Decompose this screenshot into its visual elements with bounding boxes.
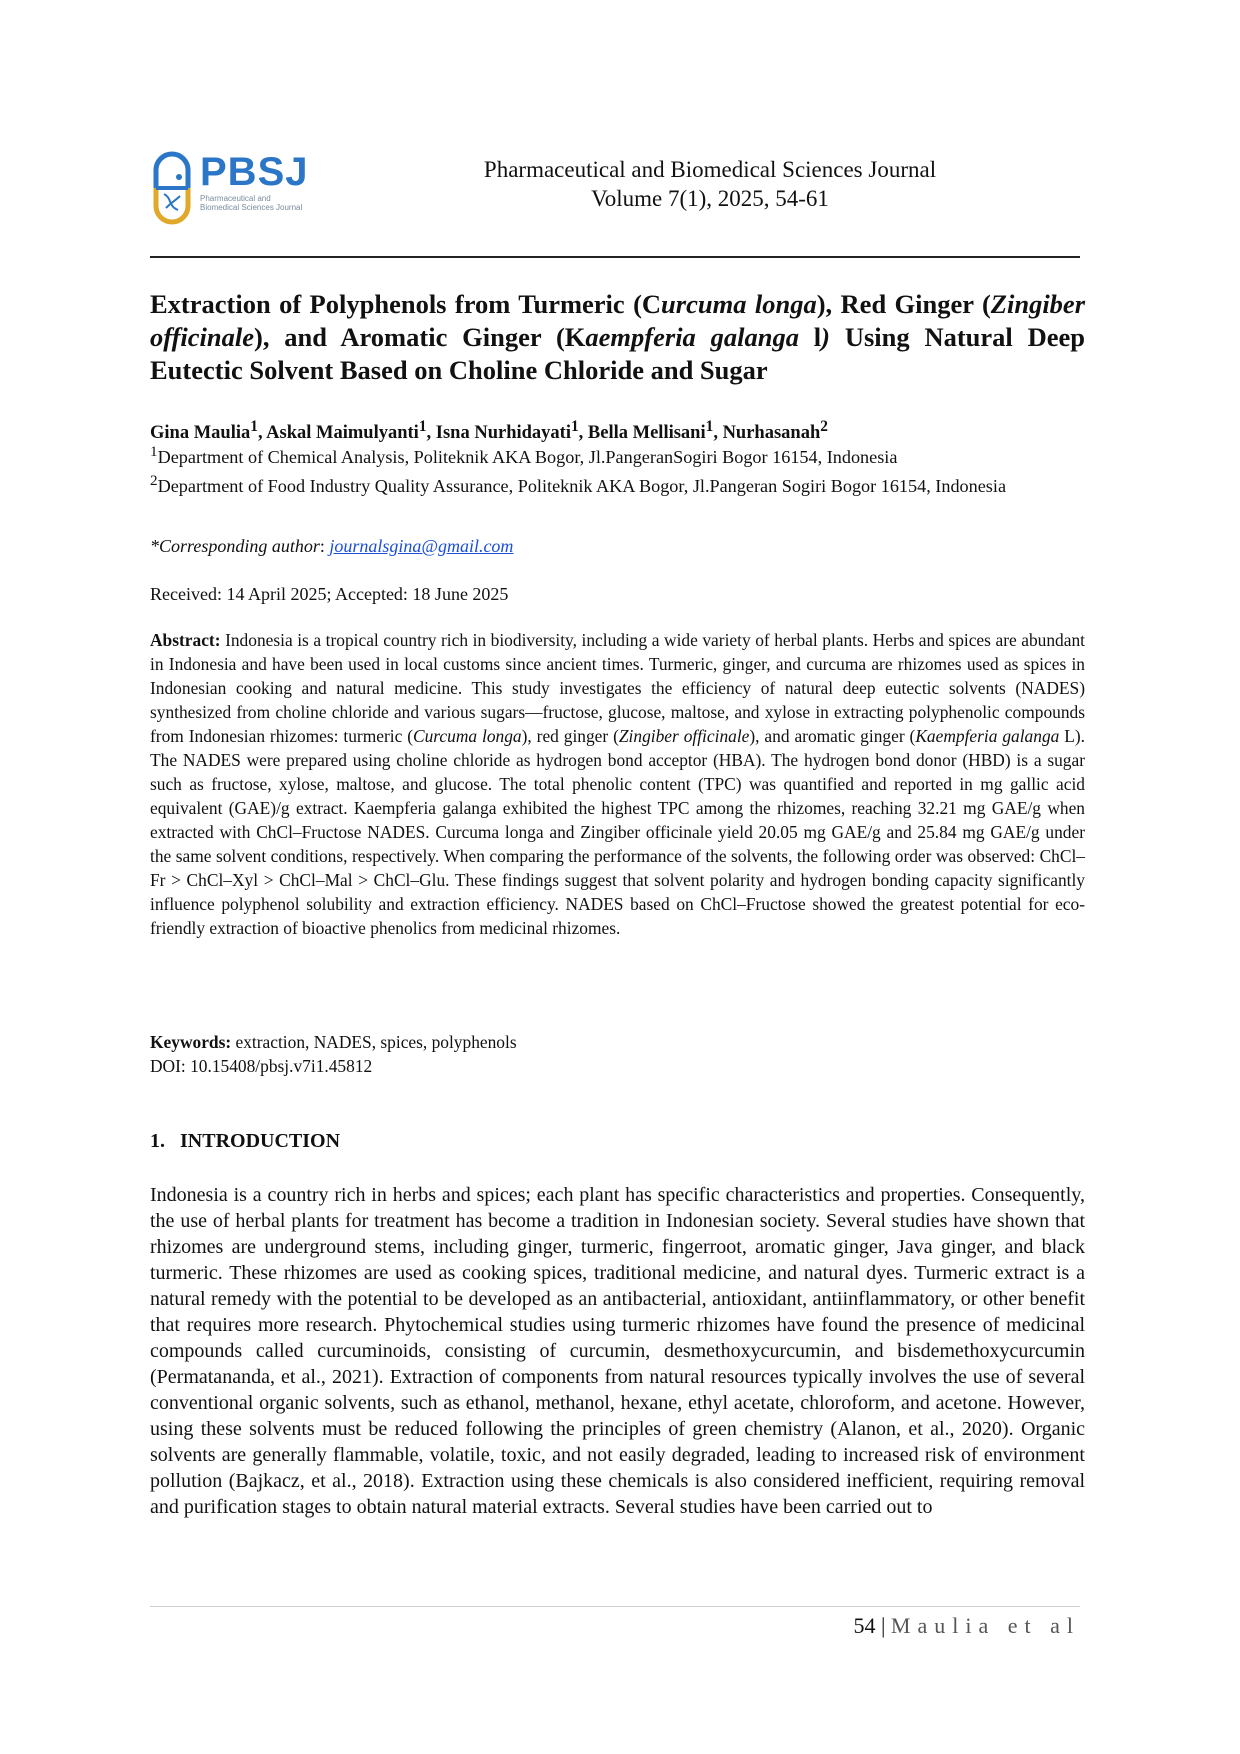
abstract-text: L). The NADES were prepared using choline chloride as hydrogen bond acceptor (HBA). The hydrogen bond donor (HBD) is a sugar such as fructose, xylose, maltose, and glucose. The total phenolic content (TPC) was quantified and reported in mg gallic acid equivalent (GAE)/g extract. Kaempferia galanga exhibited the highest TPC among the rhizomes, reaching 32.21 mg GAE/g when extracted with ChCl–Fructose NADES. Curcuma longa and Zingiber officinale yield 20.05 mg GAE/g and 25.84 mg GAE/g under the same solvent conditions, respectively. When comparing the performance of the solvents, the following order was observed: ChCl–Fr > ChCl–Xyl > ChCl–Mal > ChCl–Glu. These findings suggest that solvent polarity and hydrogen bonding capacity significantly influence polyphenol solubility and extraction efficiency. NADES based on ChCl–Fructose showed the greatest potential for eco-friendly extraction of bioactive phenolics from medicinal rhizomes. [150,726,1086,938]
article-title [150,288,1085,387]
capsule-logo-icon [150,150,194,226]
doi: DOI: 10.15408/pbsj.v7i1.45812 [150,1056,373,1076]
affiliation-marker: 1 [570,418,579,435]
keywords-label: Keywords: [150,1032,232,1052]
affiliation-marker: 1 [150,443,158,460]
affiliation-marker: 2 [820,418,828,435]
abstract-text: Indonesia is a tropical country rich in biodiversity, including a wide variety of herbal plants. Herbs and spices are abundant in Indonesia and have been used in local customs since ancient times. Turmeric, ginger, and curcuma are rhizomes used as spices in Indonesian cooking and natural medicine. This study investigates the efficiency of natural deep eutectic solvents (NADES) synthesized from choline chloride and various sugars—fructose, glucose, maltose, and xylose in extracting polyphenolic compounds from Indonesian rhizomes: turmeric ( [150,630,1085,746]
journal-volume: Volume 7(1), 2025, 54-61 [591,186,829,211]
abstract-text: ), red ginger ( [521,726,619,746]
corresponding-author [150,534,1085,558]
footer-separator: | [875,1613,891,1638]
author-name: , Nurhasanah [713,423,821,444]
journal-header [380,155,1040,213]
keywords-text: extraction, NADES, spices, polyphenols [231,1032,517,1052]
introduction-paragraph: Indonesia is a country rich in herbs and spices; each plant has specific characteristics and properties. Consequently, the use of herbal plants for treatment has become a tradition in Indonesian society. Several studies have shown that rhizomes are underground stems, including ginger, turmeric, fingerroot, aromatic ginger, Java ginger, and black turmeric. These rhizomes are used as cooking spices, traditional medicine, and natural dyes. Turmeric extract is a natural remedy with the potential to be developed as an antibacterial, antioxidant, antiinflammatory, or other benefit that requires more research. Phytochemical studies using turmeric rhizomes have found the presence of medicinal compounds called curcuminoids, consisting of curcumin, desmethoxycurcumin, and bisdemethoxycurcumin (Permatananda, et al., 2021). Extraction of components from natural resources typically involves the use of several conventional organic solvents, such as ethanol, methanol, hexane, ethyl acetate, chloroform, and acetone. However, using these solvents must be reduced following the principles of green chemistry (Alanon, et al., 2020). Organic solvents are generally flammable, volatile, toxic, and not easily degraded, leading to increased risk of environment pollution (Bajkacz, et al., 2018). Extraction using these chemicals is also considered inefficient, requiring removal and purification stages to obtain natural material extracts. Several studies have been carried out to [150,1184,1085,1518]
received-accepted-dates: Received: 14 April 2025; Accepted: 18 June 2025 [150,584,509,604]
email-link[interactable]: journalsgina@gmail.com [329,536,514,556]
affiliation-text: Department of Chemical Analysis, Politeknik AKA Bogor, Jl.PangeranSogiri Bogor 16154, Indonesia [157,447,898,468]
keywords [150,1030,1085,1054]
abstract-label: Abstract: [150,630,221,650]
title-part: Extraction of Polyphenols from Turmeric (C [150,289,662,319]
title-part: ), Red Ginger ( [816,289,991,319]
title-part: Using Natural Deep Eutectic Solvent Based on Choline Chloride and Sugar [150,322,1085,385]
affiliation-text: Department of Food Industry Quality Assurance, Politeknik AKA Bogor, Jl.Pangeran Sogiri Bogor 16154, Indonesia [157,476,1007,497]
footer-divider [150,1606,1080,1607]
title-part: ), and Aromatic Ginger (K [254,322,586,352]
logo-text: PBSJ [200,150,309,194]
keywords-block [150,1030,1085,1078]
journal-logo [150,150,309,226]
header-divider [150,256,1080,258]
corresponding-separator: : [319,536,330,556]
abstract [150,628,1085,940]
footer-author: Maulia et al [890,1613,1080,1638]
abstract-text: ), and aromatic ginger ( [749,726,916,746]
logo-subtitle: Pharmaceutical and Biomedical Sciences Journal [200,194,303,212]
affiliation-marker: 1 [250,418,258,435]
title-italic-part: Zingiber officinale [150,289,1086,352]
affiliation-marker: 2 [150,472,158,490]
author-name: , Bella Mellisani [578,423,706,444]
title-italic-part: aempferia galanga [585,322,799,352]
abstract-italic: Curcuma longa [413,726,522,746]
page-number: 54 [853,1613,876,1638]
affiliations [150,440,1085,498]
abstract-italic: Kaempferia galanga [915,726,1060,746]
title-part: l [798,322,822,352]
journal-title: Pharmaceutical and Biomedical Sciences Journal [483,157,937,182]
affiliation-marker: 1 [418,418,427,435]
author-name: , Askal Maimulyanti [257,423,419,444]
affiliation-1 [150,440,1085,469]
page-footer [700,1612,1080,1640]
corresponding-label: *Corresponding author [150,536,320,556]
title-italic-part: ) [821,322,830,352]
author-name: Gina Maulia [150,423,251,444]
affiliation-marker: 1 [705,418,714,435]
affiliation-2 [150,469,1085,498]
abstract-italic: Zingiber officinale [618,726,750,746]
section-heading: 1. INTRODUCTION [150,1130,341,1152]
title-italic-part: urcuma longa [661,289,817,319]
author-name: , Isna Nurhidayati [426,423,571,444]
